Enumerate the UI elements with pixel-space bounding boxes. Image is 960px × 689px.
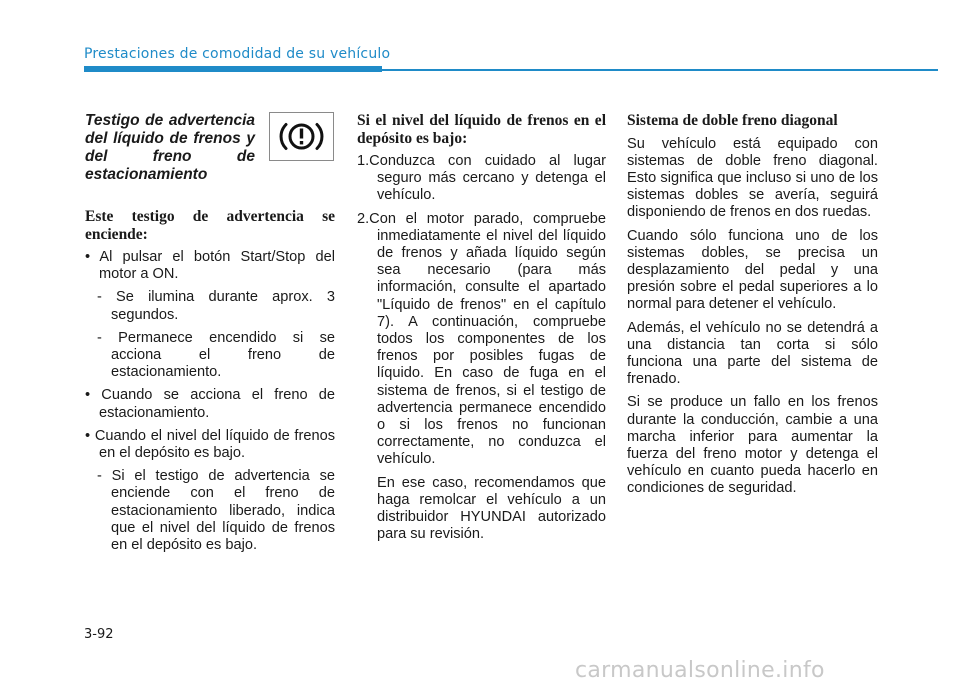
dash-item: - Permanece encendido si se acciona el freno de estacionamiento. [97,329,335,381]
bullet-item: • Cuando el nivel del líquido de frenos en el depósito es bajo. [85,427,335,462]
column-3 [627,112,878,504]
numbered-step: 2.Con el motor parado, compruebe inmediatamente el nivel del líquido de frenos y añada líquido según sea necesario (para más información, consulte el apartado "Líquido de frenos" en el capítulo 7). A continuación, compruebe todos los componentes de los frenos por posibles fugas de líquido. En caso de fuga en el sistema de frenos, si el testigo de advertencia permanece encendido o si los frenos no funcionan correctamente, no conduzca el vehículo. [357,210,606,468]
paragraph: Si se produce un fallo en los frenos durante la conducción, cambie a una marcha inferior para aumentar la fuerza del freno motor y detenga el vehículo en cuanto pueda hacerlo en condiciones de seguridad. [627,394,878,497]
bullet-item: • Al pulsar el botón Start/Stop del motor a ON. [85,249,335,283]
column-1 [85,112,335,560]
column-2-heading: Si el nivel del líquido de frenos en el depósito es bajo: [357,112,606,147]
subheading: Este testigo de advertencia se enciende: [85,208,335,243]
header-rule-thin [382,69,938,71]
dash-item: - Se ilumina durante aprox. 3 segundos. [97,289,335,323]
bullet-item: • Cuando se acciona el freno de estacionamiento. [85,387,335,421]
dash-item: - Si el testigo de advertencia se enciende con el freno de estacionamiento liberado, indica que el nivel del líquido de frenos en el depósito es bajo. [97,468,335,554]
numbered-step: 1.Conduzca con cuidado al lugar seguro más cercano y detenga el vehículo. [357,153,606,204]
column-2 [357,112,606,549]
warning-title: Testigo de advertencia del líquido de frenos y del freno de estacionamiento [85,112,255,183]
paragraph: Cuando sólo funciona uno de los sistemas dobles, se precisa un desplazamiento del pedal y una presión sobre el pedal superiores a lo normal para detener el vehículo. [627,227,878,313]
brake-warning-icon [270,113,333,160]
section-title: Prestaciones de comodidad de su vehículo [84,46,391,62]
step-continuation: En ese caso, recomendamos que haga remolcar el vehículo a un distribuidor HYUNDAI autorizado para su revisión. [377,474,606,543]
brake-warning-icon-box [269,112,334,161]
paragraph: Su vehículo está equipado con sistemas de doble freno diagonal. Esto significa que incluso si uno de los sistemas dobles se avería, seguirá disponiendo de frenos en dos ruedas. [627,135,878,221]
page-number: 3-92 [84,627,114,642]
paragraph: Además, el vehículo no se detendrá a una distancia tan corta si sólo funciona una parte del sistema de frenado. [627,319,878,388]
watermark: carmanualsonline.info [575,658,825,683]
column-3-heading: Sistema de doble freno diagonal [627,112,838,129]
header-rule-thick [84,66,382,72]
